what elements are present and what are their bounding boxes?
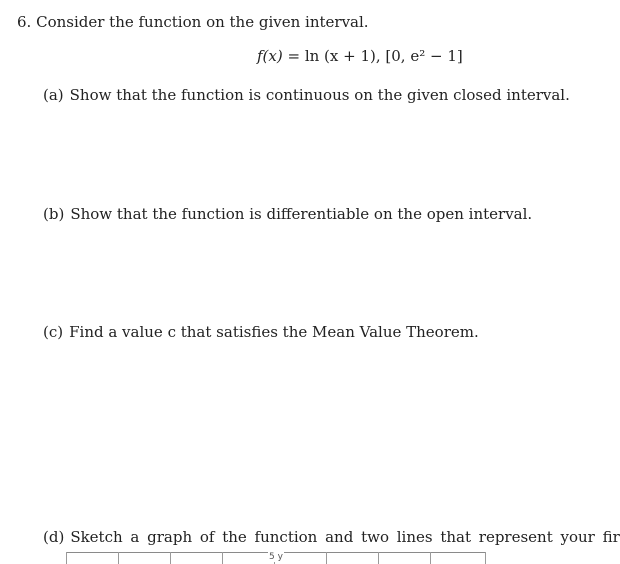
- formula-lhs: f(x): [257, 47, 283, 65]
- grid-line: [222, 552, 223, 564]
- part-a-text: Show that the function is continuous on the given closed interval.: [69, 86, 570, 104]
- part-d-text: Sketch a graph of the function and two lines that represent your fir: [70, 528, 620, 546]
- part-a-letter: (a): [43, 86, 64, 104]
- part-c: [43, 323, 479, 341]
- formula-rhs: = ln (x + 1), [0, e² − 1]: [282, 47, 463, 65]
- part-d: [43, 528, 620, 546]
- part-c-letter: (c): [43, 323, 64, 341]
- function-formula: [257, 47, 463, 65]
- problem-number: 6.: [17, 13, 32, 31]
- grid-line: [485, 552, 486, 564]
- grid-line: [378, 552, 379, 564]
- part-b: [43, 205, 532, 223]
- graph-grid-partial: [66, 552, 540, 564]
- problem-prompt: Consider the function on the given interval.: [36, 13, 369, 31]
- grid-line: [170, 552, 171, 564]
- part-c-text: Find a value c that satisfies the Mean Value Theorem.: [69, 323, 479, 341]
- problem-header: [17, 13, 369, 31]
- grid-line: [118, 552, 119, 564]
- part-d-letter: (d): [43, 528, 65, 546]
- part-b-text: Show that the function is differentiable on the open interval.: [70, 205, 533, 223]
- grid-line: [326, 552, 327, 564]
- graph-axis-label: 5 y: [269, 552, 283, 562]
- part-b-letter: (b): [43, 205, 65, 223]
- grid-line: [430, 552, 431, 564]
- part-a: [43, 86, 570, 104]
- grid-line: [66, 552, 67, 564]
